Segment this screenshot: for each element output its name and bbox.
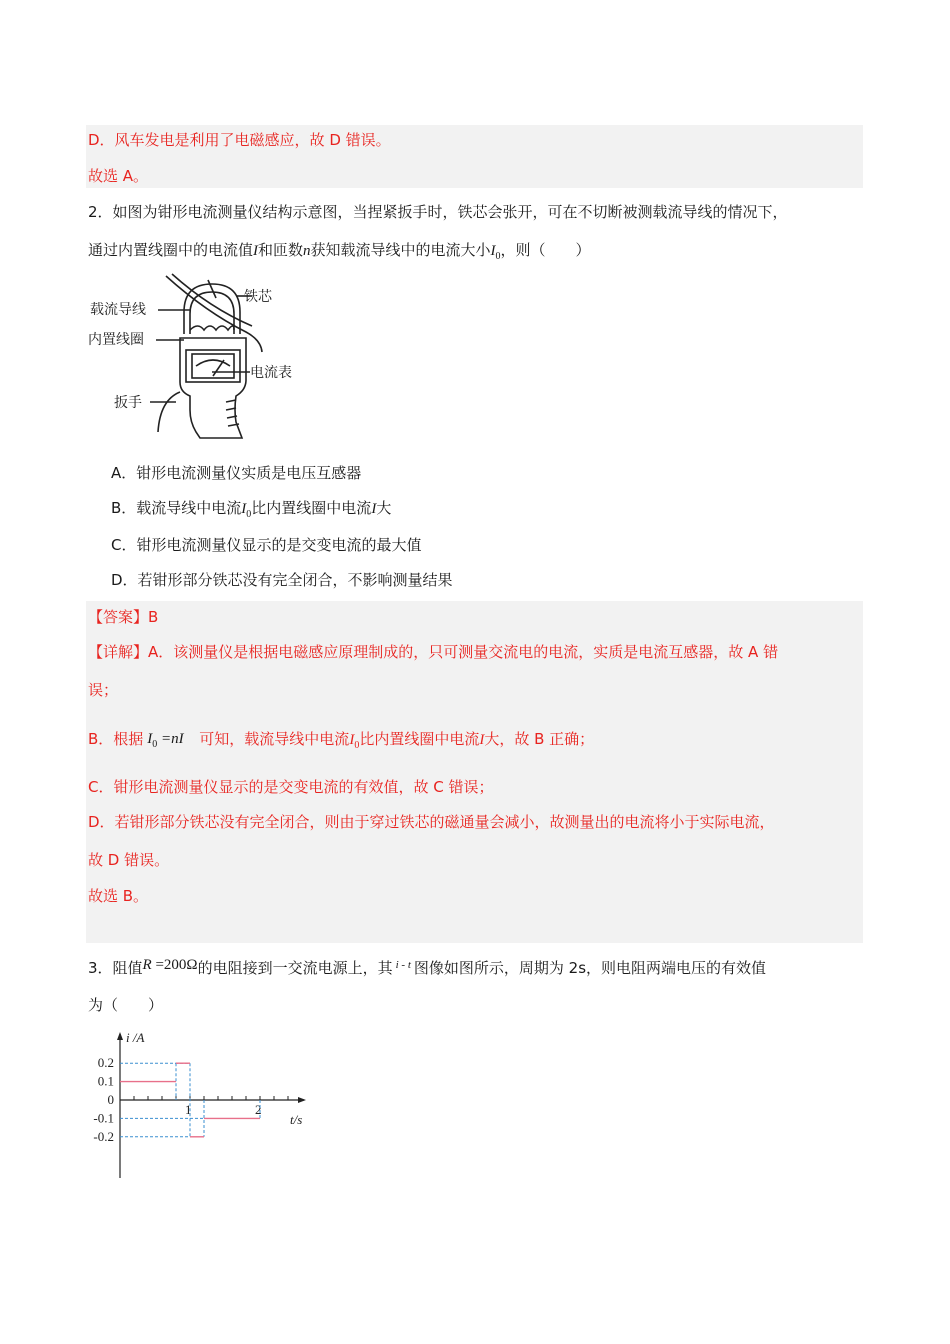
label-handle: 扳手	[114, 395, 142, 411]
q2-stem-line1: 2．如图为钳形电流测量仪结构示意图，当捏紧扳手时，铁芯会张开，可在不切断被测载流导线的情况下，	[88, 203, 788, 221]
var-R: R	[142, 957, 152, 973]
answer-conclusion: 故选 A。	[88, 167, 149, 185]
q3-stem-text: 3．阻值	[88, 959, 143, 977]
formula-rhs: =200Ω	[151, 957, 198, 973]
q2-stem-text: 和匝数	[258, 241, 304, 259]
q3-stem-line2: 为（ ）	[88, 996, 164, 1014]
formula-rhs: =nI	[157, 731, 184, 747]
answer-line-d: D．风车发电是利用了电磁感应，故 D 错误。	[88, 131, 391, 149]
y-tick-label: 0.2	[97, 1055, 114, 1071]
subscript-0: 0	[354, 740, 360, 751]
q3-stem-line1	[88, 957, 766, 981]
subscript-0: 0	[495, 251, 501, 262]
q2-stem-line2	[88, 239, 591, 268]
y-axis-label: i /A	[126, 1030, 145, 1045]
formula-subscript: 0	[152, 739, 158, 750]
q2-stem-text: 获知载流导线中的电流大小	[310, 241, 491, 259]
label-wire: 载流导线	[90, 302, 146, 318]
q2-explain-d-line1: D．若钳形部分铁芯没有完全闭合，则由于穿过铁芯的磁通量会减小，故测量出的电流将小于实际电流，	[88, 813, 775, 831]
y-tick-label: 0.1	[97, 1073, 114, 1089]
var-I0: I	[349, 732, 355, 748]
explain-b-text: 大，故 B 正确；	[484, 730, 595, 748]
option-b[interactable]	[111, 497, 391, 526]
q2-explain-a-line2: 误；	[88, 681, 119, 699]
q2-answer: 【答案】B	[88, 608, 159, 626]
label-coil: 内置线圈	[88, 332, 144, 348]
var-I: I	[253, 243, 259, 259]
formula-r-200	[143, 957, 198, 973]
i-t-chart	[86, 1028, 336, 1188]
q2-explain-c: C．钳形电流测量仪显示的是交变电流的有效值，故 C 错误；	[88, 778, 494, 796]
label-core: 铁芯	[244, 289, 272, 305]
formula-text	[147, 728, 183, 756]
var-n: n	[303, 243, 311, 259]
q2-explain-d-line2: 故 D 错误。	[88, 851, 170, 869]
var-I: I	[479, 732, 485, 748]
q2-explain-b	[88, 728, 594, 757]
q3-stem-text: 的电阻接到一交流电源上，其	[197, 959, 393, 977]
var-I: I	[371, 501, 377, 517]
x-axis-arrow	[298, 1097, 306, 1103]
q2-stem-text: 通过内置线圈中的电流值	[88, 241, 254, 259]
subscript-0: 0	[246, 509, 252, 520]
q2-conclusion: 故选 B。	[88, 887, 149, 905]
explain-b-text: 可知，载流导线中电流	[199, 730, 350, 748]
x-tick-label: 2	[255, 1102, 262, 1117]
option-c[interactable]: C．钳形电流测量仪显示的是交变电流的最大值	[111, 536, 422, 554]
y-tick-label: 0	[107, 1092, 114, 1107]
formula-var-I: I	[147, 731, 153, 747]
label-meter: 电流表	[250, 365, 292, 381]
y-tick-label: -0.2	[93, 1128, 114, 1144]
y-tick-label: -0.1	[93, 1110, 114, 1126]
option-a[interactable]: A．钳形电流测量仪实质是电压互感器	[111, 464, 362, 482]
y-axis-arrow	[117, 1032, 123, 1040]
explain-b-text: 比内置线圈中电流	[359, 730, 480, 748]
q3-stem-text: 图像如图所示，周期为 2s，则电阻两端电压的有效值	[413, 959, 767, 977]
option-b-text: B．载流导线中电流	[111, 499, 242, 517]
x-axis-label: t/s	[290, 1112, 303, 1127]
clamp-meter-figure	[86, 272, 316, 444]
var-I0: I	[241, 501, 247, 517]
q2-explain-a-line1: 【详解】A．该测量仪是根据电磁感应原理制成的，只可测量交流电的电流，实质是电流互感器，故 A 错	[88, 643, 779, 661]
option-b-text: 比内置线圈中电流	[251, 499, 372, 517]
option-d[interactable]: D．若钳形部分铁芯没有完全闭合，不影响测量结果	[111, 571, 453, 589]
explain-b-text: B．根据	[88, 730, 144, 748]
var-I0: I	[490, 243, 496, 259]
q2-stem-text: ，则（ ）	[500, 241, 591, 259]
option-b-text: 大	[376, 499, 392, 517]
formula-i-t: i - t	[395, 959, 411, 971]
x-tick-label: 1	[185, 1102, 192, 1117]
